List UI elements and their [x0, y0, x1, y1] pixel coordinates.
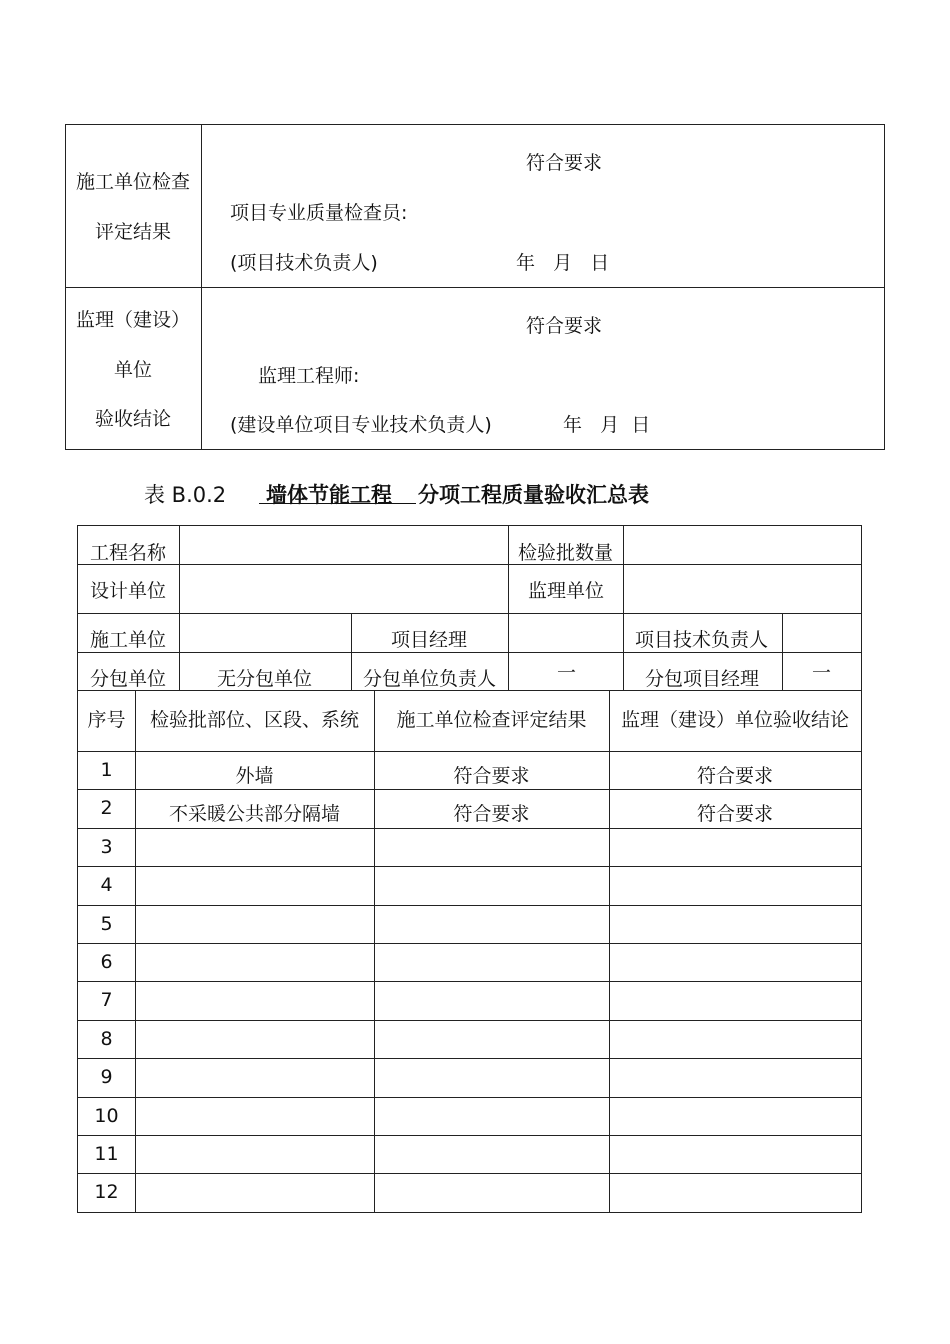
row-divider: [78, 1097, 861, 1098]
subcontract-unit-label: 分包单位: [90, 668, 167, 690]
row-divider: [78, 1020, 861, 1021]
subcontract-pm-value: 一: [812, 662, 832, 684]
construction-check-label-line2: 评定结果: [95, 221, 172, 243]
supervision-engineer-label: 监理工程师:: [258, 365, 360, 387]
design-unit-label: 设计单位: [90, 580, 167, 602]
row-divider: [78, 981, 861, 982]
sub-project-name: 墙体节能工程: [266, 483, 392, 507]
row-number: 10: [94, 1105, 119, 1127]
row-divider: [78, 652, 861, 653]
row-divider: [78, 751, 861, 752]
column-header: 监理（建设）单位验收结论: [620, 709, 849, 731]
project-name-label: 工程名称: [90, 542, 167, 564]
supervision-result: 符合要求: [526, 315, 603, 337]
row-number: 2: [100, 797, 113, 819]
row-number: 3: [100, 836, 113, 858]
owner-tech-responsible-label: (建设单位项目专业技术负责人): [230, 414, 492, 436]
row-divider: [78, 943, 861, 944]
column-header: 施工单位检查评定结果: [396, 709, 587, 731]
tech-responsible-label: (项目技术负责人): [230, 252, 378, 274]
project-manager-label: 项目经理: [391, 629, 468, 651]
row-number: 4: [100, 874, 113, 896]
column-header: 序号: [87, 709, 126, 731]
batch-part: 不采暖公共部分隔墙: [168, 803, 340, 825]
row-divider: [78, 789, 861, 790]
column-divider: [508, 526, 509, 690]
row-number: 7: [100, 989, 113, 1011]
row-number: 9: [100, 1066, 113, 1088]
row-divider: [78, 613, 861, 614]
column-divider: [623, 526, 624, 690]
subcontract-lead-label: 分包单位负责人: [363, 668, 497, 690]
subcontract-unit-value: 无分包单位: [217, 668, 313, 690]
row-divider: [78, 905, 861, 906]
row-divider: [78, 564, 861, 565]
batch-count-label: 检验批数量: [518, 542, 614, 564]
row-number: 1: [100, 759, 113, 781]
subcontract-pm-label: 分包项目经理: [645, 668, 760, 690]
sub-project-name-underline: [259, 503, 416, 504]
supervision-date-label: 年 月 日: [563, 414, 651, 436]
row-number: 12: [94, 1181, 119, 1203]
row-divider: [78, 1135, 861, 1136]
subcontract-lead-value: 一: [557, 662, 577, 684]
construction-check-result: 符合要求: [526, 152, 603, 174]
row-number: 11: [94, 1143, 119, 1165]
supervision-label-line2: 单位: [114, 359, 153, 381]
quality-inspector-label: 项目专业质量检查员:: [230, 202, 408, 224]
row-divider: [78, 690, 861, 691]
table-title-text: 分项工程质量验收汇总表: [418, 483, 649, 507]
batch-part: 外墙: [235, 765, 274, 787]
construction-unit-label: 施工单位: [90, 629, 167, 651]
supervision-result: 符合要求: [696, 765, 773, 787]
column-divider: [201, 125, 202, 449]
row-divider: [78, 1058, 861, 1059]
table-title: [0, 477, 950, 507]
construction-supervision-conclusion-table: [65, 124, 885, 450]
row-divider: [66, 287, 884, 288]
row-divider: [78, 828, 861, 829]
column-divider: [351, 613, 352, 690]
supervision-label-line3: 验收结论: [95, 408, 172, 430]
row-number: 8: [100, 1028, 113, 1050]
row-number: 6: [100, 951, 113, 973]
table-number: 表 B.0.2: [144, 483, 227, 507]
column-divider: [782, 613, 783, 690]
supervision-result: 符合要求: [696, 803, 773, 825]
row-divider: [78, 866, 861, 867]
construction-check-label-line1: 施工单位检查: [76, 171, 191, 193]
column-header: 检验批部位、区段、系统: [149, 709, 359, 731]
column-divider: [179, 526, 180, 690]
supervision-unit-label: 监理单位: [528, 580, 605, 602]
construction-date-label: 年 月 日: [516, 252, 610, 274]
tech-lead-label: 项目技术负责人: [635, 629, 769, 651]
construction-result: 符合要求: [453, 803, 530, 825]
supervision-label-line1: 监理（建设）: [76, 309, 191, 331]
summary-table: [77, 525, 862, 1213]
construction-result: 符合要求: [453, 765, 530, 787]
row-number: 5: [100, 913, 113, 935]
row-divider: [78, 1173, 861, 1174]
